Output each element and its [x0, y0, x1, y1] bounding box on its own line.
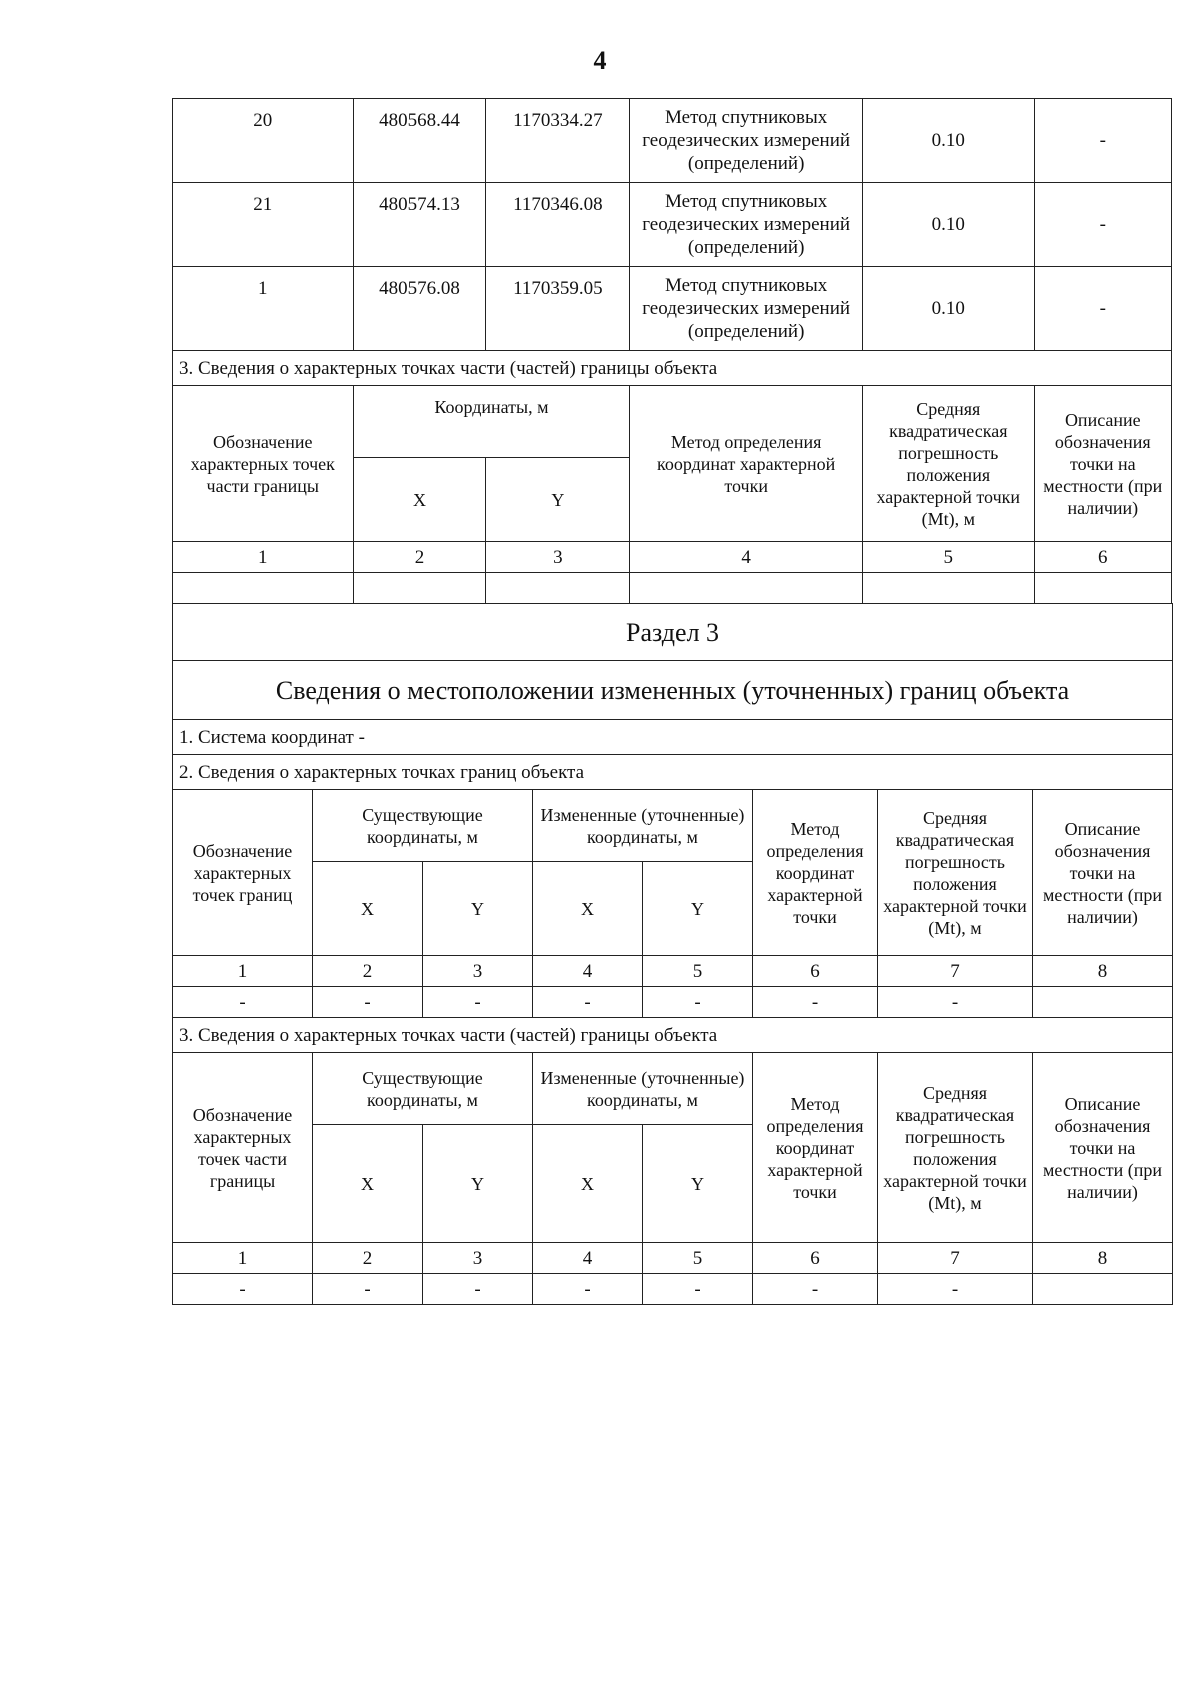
empty-cell [862, 573, 1034, 604]
empty-cell [486, 573, 630, 604]
data-cell: - [533, 1274, 643, 1305]
header-x: X [533, 862, 643, 956]
coord-x: 480576.08 [353, 267, 486, 351]
header-method: Метод определения координат характерной точки [753, 1053, 878, 1243]
index-row [173, 956, 1173, 987]
index-cell: 8 [1033, 956, 1173, 987]
index-cell: 1 [173, 956, 313, 987]
index-cell: 6 [753, 1243, 878, 1274]
table-row [173, 573, 1172, 604]
part-points-caption: 3. Сведения о характерных точках части (частей) границы объекта [173, 1018, 1173, 1053]
data-cell: - [423, 987, 533, 1018]
method-cell: Метод спутниковых геодезических измерений (определений) [630, 183, 863, 267]
index-cell: 7 [878, 956, 1033, 987]
data-cell: - [643, 1274, 753, 1305]
table-row [173, 183, 1172, 267]
header-x: X [313, 862, 423, 956]
table-row [173, 987, 1173, 1018]
header-row [173, 1053, 1173, 1125]
header-designation: Обозначение характерных точек части границы [173, 386, 354, 542]
index-cell: 4 [533, 1243, 643, 1274]
point-id: 20 [173, 99, 354, 183]
header-x: X [353, 458, 486, 542]
index-cell: 3 [423, 1243, 533, 1274]
index-cell: 8 [1033, 1243, 1173, 1274]
section-subtitle: Сведения о местоположении измененных (уточненных) границ объекта [173, 661, 1173, 720]
index-cell: 6 [1034, 542, 1171, 573]
coord-x: 480574.13 [353, 183, 486, 267]
index-cell: 3 [423, 956, 533, 987]
coord-y: 1170359.05 [486, 267, 630, 351]
index-cell: 2 [313, 956, 423, 987]
index-cell: 3 [486, 542, 630, 573]
method-cell: Метод спутниковых геодезических измерений (определений) [630, 267, 863, 351]
header-desc: Описание обозначения точки на местности (при наличии) [1034, 386, 1171, 542]
mt-cell: 0.10 [862, 99, 1034, 183]
coord-system-row [173, 720, 1173, 755]
data-cell [1033, 987, 1173, 1018]
header-mt: Средняя квадратическая погрешность положения характерной точки (Mt), м [878, 790, 1033, 956]
header-x: X [313, 1125, 423, 1243]
coord-y: 1170334.27 [486, 99, 630, 183]
empty-cell [630, 573, 863, 604]
index-cell: 7 [878, 1243, 1033, 1274]
header-changed: Измененные (уточненные) координаты, м [533, 1053, 753, 1125]
table-row [173, 267, 1172, 351]
mt-cell: 0.10 [862, 183, 1034, 267]
index-row [173, 1243, 1173, 1274]
coord-system: 1. Система координат - [173, 720, 1173, 755]
header-existing: Существующие координаты, м [313, 1053, 533, 1125]
index-cell: 2 [313, 1243, 423, 1274]
index-cell: 5 [862, 542, 1034, 573]
mt-cell: 0.10 [862, 267, 1034, 351]
empty-cell [173, 573, 354, 604]
section-title-row [173, 604, 1173, 661]
index-cell: 5 [643, 1243, 753, 1274]
index-cell: 6 [753, 956, 878, 987]
header-existing: Существующие координаты, м [313, 790, 533, 862]
header-row [173, 790, 1173, 862]
header-changed: Измененные (уточненные) координаты, м [533, 790, 753, 862]
document-sheet [172, 98, 1172, 1305]
header-mt: Средняя квадратическая погрешность положения характерной точки (Mt), м [878, 1053, 1033, 1243]
header-y: Y [423, 1125, 533, 1243]
index-row [173, 542, 1172, 573]
index-cell: 1 [173, 542, 354, 573]
page-number: 4 [593, 46, 607, 75]
data-cell: - [878, 1274, 1033, 1305]
point-id: 1 [173, 267, 354, 351]
header-desc: Описание обозначения точки на местности (при наличии) [1033, 790, 1173, 956]
header-designation: Обозначение характерных точек части границы [173, 1053, 313, 1243]
header-y: Y [423, 862, 533, 956]
header-method: Метод определения координат характерной точки [630, 386, 863, 542]
index-cell: 5 [643, 956, 753, 987]
section-subtitle-row [173, 661, 1173, 720]
data-cell: - [313, 1274, 423, 1305]
header-designation: Обозначение характерных точек границ [173, 790, 313, 956]
table-caption-row [173, 351, 1172, 386]
method-cell: Метод спутниковых геодезических измерений (определений) [630, 99, 863, 183]
desc-cell: - [1034, 99, 1171, 183]
header-y: Y [643, 1125, 753, 1243]
header-method: Метод определения координат характерной точки [753, 790, 878, 956]
part-points-caption: 3. Сведения о характерных точках части (частей) границы объекта [173, 351, 1172, 386]
data-cell: - [643, 987, 753, 1018]
data-cell: - [533, 987, 643, 1018]
section3-table [172, 603, 1173, 1305]
data-cell: - [173, 987, 313, 1018]
index-cell: 4 [533, 956, 643, 987]
section2-table [172, 98, 1172, 604]
point-id: 21 [173, 183, 354, 267]
section-title: Раздел 3 [173, 604, 1173, 661]
header-mt: Средняя квадратическая погрешность положения характерной точки (Mt), м [862, 386, 1034, 542]
index-cell: 2 [353, 542, 486, 573]
header-desc: Описание обозначения точки на местности (при наличии) [1033, 1053, 1173, 1243]
coord-x: 480568.44 [353, 99, 486, 183]
table-caption-row [173, 1018, 1173, 1053]
coord-y: 1170346.08 [486, 183, 630, 267]
desc-cell: - [1034, 267, 1171, 351]
data-cell: - [423, 1274, 533, 1305]
data-cell: - [753, 1274, 878, 1305]
table-row [173, 1274, 1173, 1305]
data-cell: - [173, 1274, 313, 1305]
desc-cell: - [1034, 183, 1171, 267]
boundary-points-caption: 2. Сведения о характерных точках границ объекта [173, 755, 1173, 790]
empty-cell [1034, 573, 1171, 604]
header-row [173, 386, 1172, 458]
index-cell: 1 [173, 1243, 313, 1274]
header-x: X [533, 1125, 643, 1243]
header-coords: Координаты, м [353, 386, 630, 458]
header-y: Y [643, 862, 753, 956]
table-row [173, 99, 1172, 183]
data-cell: - [313, 987, 423, 1018]
data-cell: - [878, 987, 1033, 1018]
table-caption-row [173, 755, 1173, 790]
data-cell: - [753, 987, 878, 1018]
data-cell [1033, 1274, 1173, 1305]
empty-cell [353, 573, 486, 604]
index-cell: 4 [630, 542, 863, 573]
header-y: Y [486, 458, 630, 542]
